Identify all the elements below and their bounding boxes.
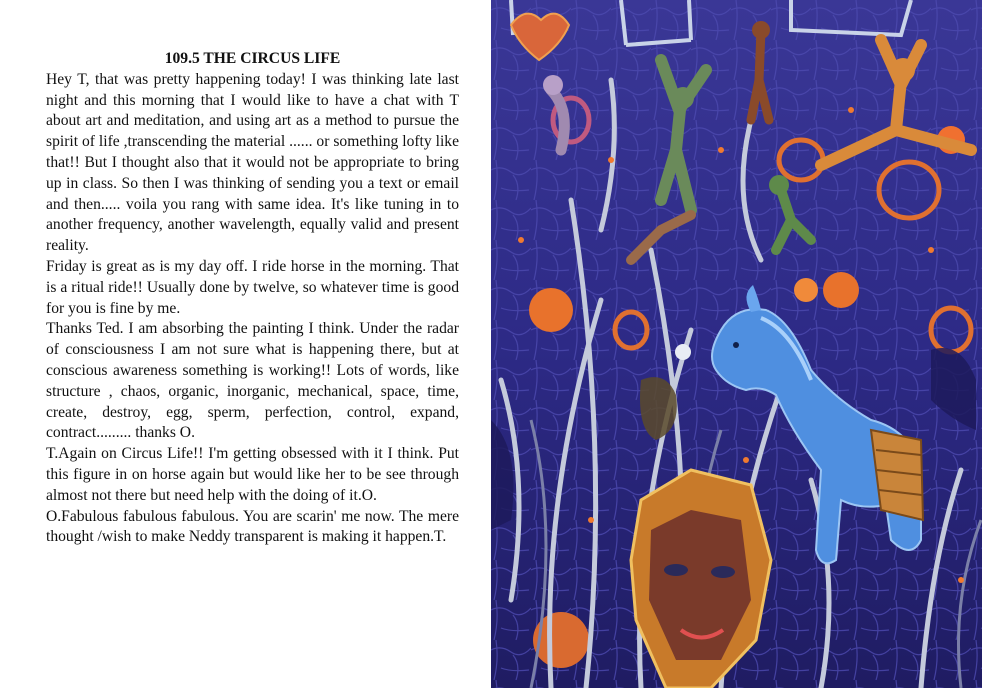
moon xyxy=(675,344,691,360)
paragraph: Thanks Ted. I am absorbing the painting I think. Under the radar of consciousness I am not sure what is happening there, but at conscious awareness something is working!! Lots of words, like structure , chaos, organic, inorganic, mechanical, space, time, create, destroy, egg, sperm, perfection, control, expand, contract......... thanks O. xyxy=(46,320,459,442)
circus-life-painting xyxy=(491,0,982,688)
letter-text xyxy=(46,49,459,548)
paragraph: T.Again on Circus Life!! I'm getting obsessed with it I think. Put this figure in on horse again but would like her to be see through almost not there but need help with the doing of it.O. xyxy=(46,445,459,504)
paragraph: Friday is great as is my day off. I ride horse in the morning. That is a ritual ride!! Usually done by twelve, so whatever time is good for you is fine by me. xyxy=(46,257,459,317)
page-title: 109.5 THE CIRCUS LIFE xyxy=(164,50,341,67)
paragraph: Hey T, that was pretty happening today! I was thinking late last night and this morning that I would like to have a chat with T about art and meditation, and using art as a method to pursue the spirit of life ,transcending the material ...... or something lofty like that!! But I thought also that it would not be appropriate to bring up in class. So then I was thinking of sending you a text or email and then..... voila you rang with same idea. It's like tuning in to another frequency, another wavelength, equally valid and present reality. xyxy=(46,70,459,255)
painting-illustration xyxy=(491,0,982,688)
paragraph: O.Fabulous fabulous fabulous. You are scarin' me now. The mere thought /wish to make Neddy transparent is making it happen.T. xyxy=(46,507,459,546)
